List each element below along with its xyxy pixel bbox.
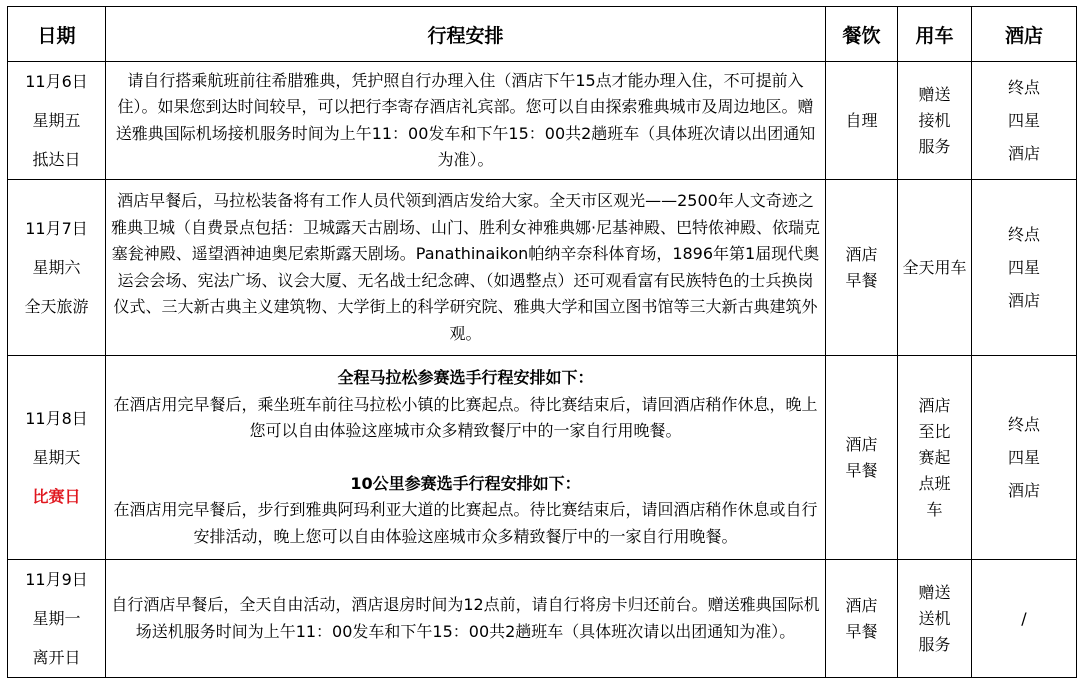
meal-cell: [826, 560, 898, 678]
plan-cell: [106, 62, 826, 180]
header-plan: 行程安排: [106, 7, 826, 62]
marathon-heading: 全程马拉松参赛选手行程安排如下：: [337, 368, 594, 387]
hotel-text: 终点: [1007, 225, 1040, 244]
table-row: [8, 356, 1077, 560]
header-hotel: 酒店: [972, 7, 1077, 62]
weekday-text: 星期五: [32, 111, 81, 130]
date-text: 11月8日: [25, 409, 88, 428]
car-text: 服务: [918, 136, 951, 156]
car-text: 赠送: [918, 582, 951, 602]
hotel-text: 终点: [1007, 415, 1040, 434]
car-text: 服务: [918, 634, 951, 654]
car-cell: [898, 560, 972, 678]
car-text: 接机: [918, 110, 951, 130]
date-cell: [8, 560, 106, 678]
hotel-cell: [972, 560, 1077, 678]
meal-cell: [826, 62, 898, 180]
weekday-text: 星期天: [32, 448, 81, 467]
header-car: 用车: [898, 7, 972, 62]
hotel-text: 酒店: [1007, 291, 1040, 310]
marathon-text: 在酒店用完早餐后，乘坐班车前往马拉松小镇的比赛起点。待比赛结束后，请回酒店稍作休息，晚上您可以自由体验这座城市众多精致餐厅中的一家自行用晚餐。: [113, 394, 818, 440]
table-row: [8, 62, 1077, 180]
meal-text: 酒店: [845, 244, 878, 264]
car-text: 至比: [918, 421, 951, 441]
car-text: 点班: [918, 473, 951, 493]
hotel-text: 酒店: [1007, 144, 1040, 163]
weekday-text: 星期六: [32, 258, 81, 277]
car-cell: [898, 180, 972, 356]
meal-text: 早餐: [845, 270, 878, 290]
day-label: 离开日: [32, 648, 81, 667]
weekday-text: 星期一: [32, 609, 81, 628]
header-date: 日期: [8, 7, 106, 62]
meal-text: 早餐: [845, 621, 878, 641]
meal-text: 自理: [845, 110, 878, 130]
date-cell: [8, 62, 106, 180]
car-text: 全天用车: [902, 257, 967, 277]
date-cell: [8, 180, 106, 356]
day-label: 全天旅游: [24, 297, 89, 316]
meal-text: 酒店: [845, 434, 878, 454]
header-row: [8, 7, 1077, 62]
date-text: 11月6日: [25, 72, 88, 91]
10k-text: 在酒店用完早餐后，步行到雅典阿玛利亚大道的比赛起点。待比赛结束后，请回酒店稍作休息或自行安排活动，晚上您可以自由体验这座城市众多精致餐厅中的一家自行用晚餐。: [113, 500, 818, 546]
meal-cell: [826, 180, 898, 356]
hotel-cell: [972, 180, 1077, 356]
date-cell: [8, 356, 106, 560]
plan-cell: [106, 560, 826, 678]
hotel-text: 四星: [1007, 111, 1040, 130]
car-text: 酒店: [918, 395, 951, 415]
10k-heading: 10公里参赛选手行程安排如下：: [350, 473, 581, 493]
date-text: 11月7日: [25, 219, 88, 238]
car-text: 赠送: [918, 84, 951, 104]
hotel-text: 酒店: [1007, 481, 1040, 500]
meal-cell: [826, 356, 898, 560]
hotel-text: 四星: [1007, 258, 1040, 277]
plan-text: 自行酒店早餐后，全天自由活动，酒店退房时间为12点前，请自行将房卡归还前台。赠送雅典国际机场送机服务时间为上午11：00发车和下午15：00共2趟班车（具体班次请以出团通知为准）。: [111, 595, 820, 641]
table-row: [8, 180, 1077, 356]
meal-text: 酒店: [845, 595, 878, 615]
hotel-cell: [972, 62, 1077, 180]
header-meal: 餐饮: [826, 7, 898, 62]
hotel-text: 终点: [1007, 78, 1040, 97]
race-day-label: 比赛日: [32, 487, 81, 506]
plan-cell: [106, 356, 826, 560]
car-text: 车: [926, 499, 943, 519]
plan-cell: [106, 180, 826, 356]
car-text: 送机: [918, 608, 951, 628]
car-text: 赛起: [918, 447, 951, 467]
plan-text: 请自行搭乘航班前往希腊雅典，凭护照自行办理入住（酒店下午15点才能办理入住，不可提前入住）。如果您到达时间较早，可以把行李寄存酒店礼宾部。您可以自由探索雅典城市及周边地区。赠送雅典国际机场接机服务时间为上午11：00发车和下午15：00共2趟班车（具体班次请以出团通知为准）。: [115, 70, 816, 169]
car-cell: [898, 62, 972, 180]
hotel-text: /: [1021, 609, 1027, 628]
section-spacer: [110, 445, 821, 471]
plan-text: 酒店早餐后，马拉松装备将有工作人员代领到酒店发给大家。全天市区观光——2500年人文奇迹之雅典卫城（自费景点包括：卫城露天古剧场、山门、胜利女神雅典娜·尼基神殿、巴特侬神殿、依瑞克塞瓮神殿、遥望酒神迪奥尼索斯露天剧场。Panathinaikon帕纳辛奈科体育场，1896年第1届现代奥运会会场、宪法广场、议会大厦、无名战士纪念碑、（如遇整点）还可观看富有民族特色的士兵换岗仪式、三大新古典主义建筑物、大学街上的科学研究院、雅典大学和国立图书馆等三大新古典建筑外观。: [110, 191, 821, 343]
day-label: 抵达日: [32, 150, 81, 169]
hotel-cell: [972, 356, 1077, 560]
date-text: 11月9日: [25, 570, 88, 589]
car-cell: [898, 356, 972, 560]
table-row: [8, 560, 1077, 678]
meal-text: 早餐: [845, 460, 878, 480]
hotel-text: 四星: [1007, 448, 1040, 467]
itinerary-table: [7, 6, 1077, 678]
